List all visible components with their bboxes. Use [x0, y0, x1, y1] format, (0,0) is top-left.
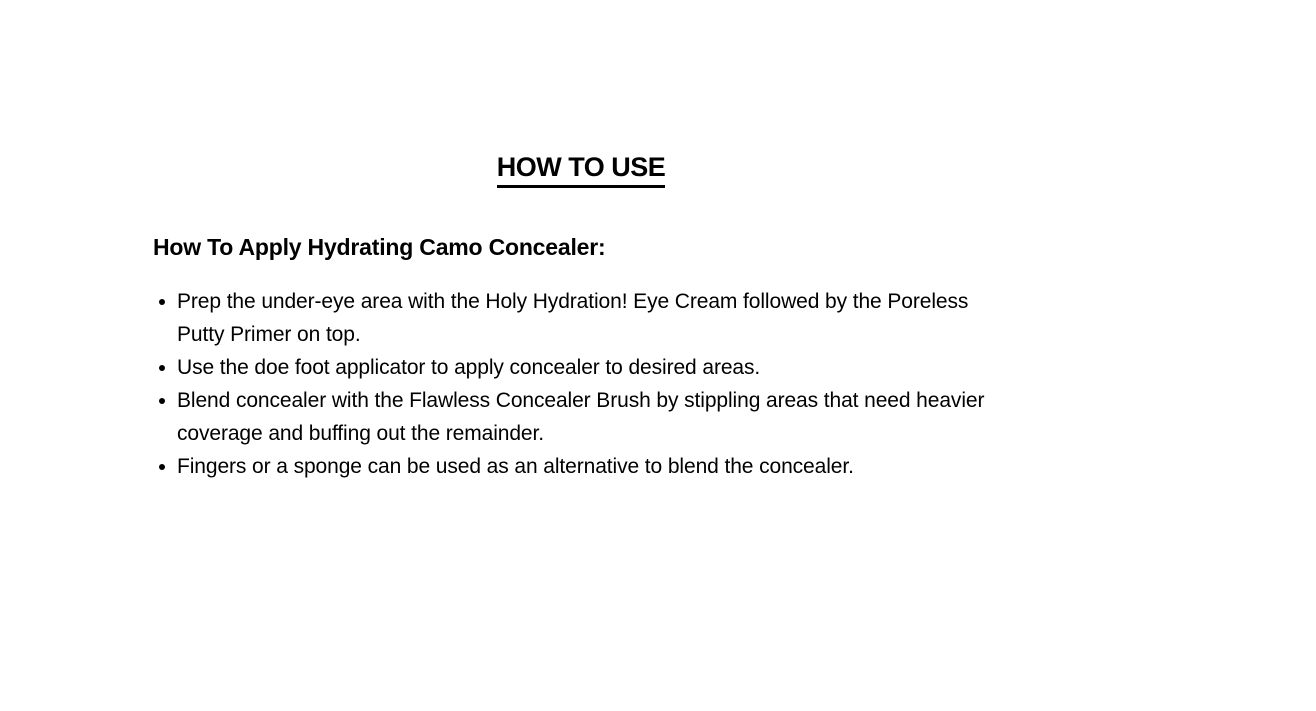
section-title	[0, 150, 1162, 188]
bullet-icon	[159, 464, 165, 470]
section-title-text: HOW TO USE	[497, 150, 666, 188]
bullet-icon	[159, 365, 165, 371]
instructions-list	[177, 285, 1007, 483]
list-item-text: Use the doe foot applicator to apply concealer to desired areas.	[177, 356, 761, 379]
list-item-text: Prep the under-eye area with the Holy Hydration! Eye Cream followed by the Poreless Putty Primer on top.	[177, 290, 969, 346]
list-item	[177, 384, 1007, 450]
list-item	[177, 450, 1007, 483]
bullet-icon	[159, 299, 165, 305]
list-item	[177, 285, 1007, 351]
list-item-text: Blend concealer with the Flawless Concealer Brush by stippling areas that need heavier coverage and buffing out the remainder.	[177, 389, 985, 445]
list-item-text: Fingers or a sponge can be used as an alternative to blend the concealer.	[177, 455, 854, 478]
bullet-icon	[159, 398, 165, 404]
instructions-heading: How To Apply Hydrating Camo Concealer:	[153, 234, 606, 260]
list-item	[177, 351, 1007, 384]
